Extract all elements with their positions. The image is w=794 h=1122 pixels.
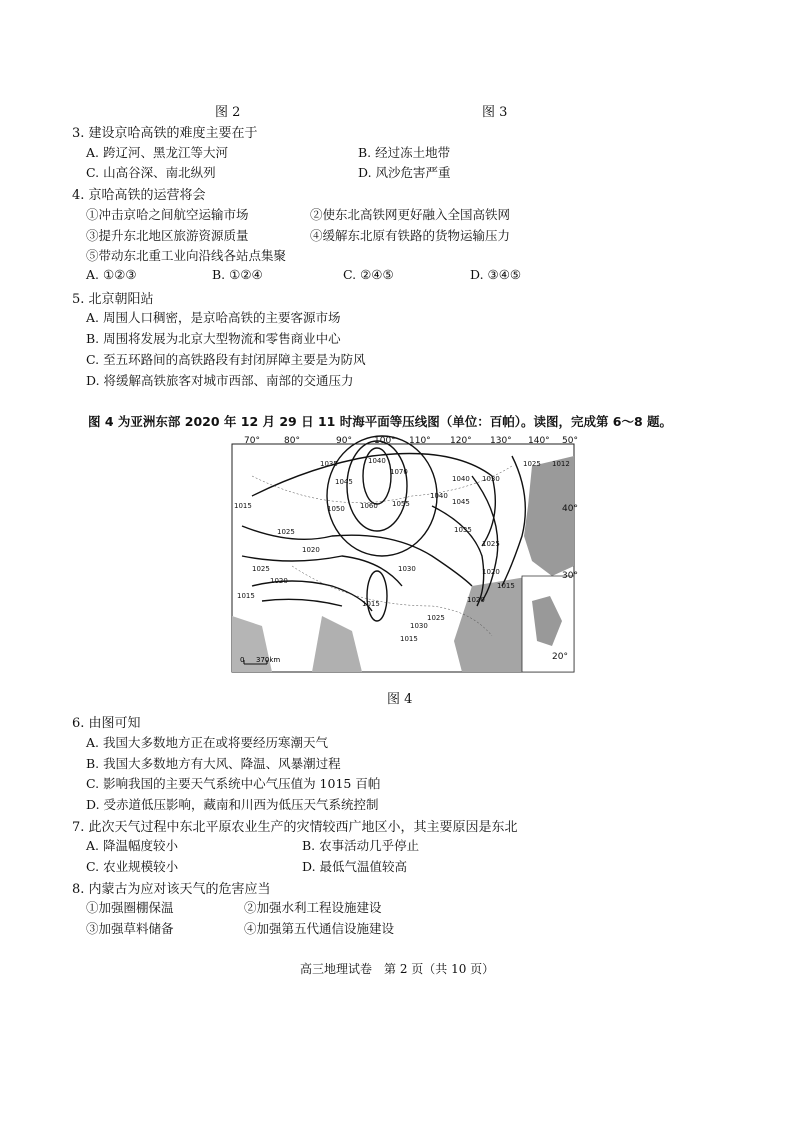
isobar-label: 1020 (482, 568, 500, 576)
figure-3-label: 图 3 (482, 105, 508, 120)
isobar-label: 1040 (452, 475, 470, 483)
q4-item-2: ②使东北高铁网更好融入全国高铁网 (310, 207, 511, 222)
q4-option-b: B. ①②④ (212, 267, 263, 282)
isobar-map (232, 436, 576, 674)
q3-option-d: D. 风沙危害严重 (358, 165, 451, 180)
isobar-label: 1015 (234, 502, 252, 510)
isobar-label: 1015 (497, 582, 515, 590)
isobar-label: 1025 (252, 565, 270, 573)
lat-label: 40° (562, 504, 578, 514)
q5-stem: 5. 北京朝阳站 (72, 292, 154, 307)
q5-option-d: D. 将缓解高铁旅客对城市西部、南部的交通压力 (86, 373, 354, 388)
q4-stem: 4. 京哈高铁的运营将会 (72, 188, 206, 203)
isobar-label: 1015 (400, 635, 418, 643)
isobar-label: 1025 (277, 528, 295, 536)
q7-option-a: A. 降温幅度较小 (86, 838, 178, 853)
lat-label: 20° (552, 652, 568, 662)
q4-item-5: ⑤带动东北重工业向沿线各站点集聚 (86, 248, 287, 263)
isobar-label: 1060 (360, 502, 378, 510)
isobar-label: 1025 (482, 540, 500, 548)
figure-2-label: 图 2 (215, 105, 241, 120)
isobar-label: 1025 (427, 614, 445, 622)
isobar-label: 1020 (467, 596, 485, 604)
lat-label: 30° (562, 571, 578, 581)
scale-label: 370km (256, 656, 281, 664)
q3-option-a: A. 跨辽河、黑龙江等大河 (86, 145, 228, 160)
q6-option-a: A. 我国大多数地方正在或将要经历寒潮天气 (86, 735, 328, 750)
q4-item-3: ③提升东北地区旅游资源质量 (86, 228, 249, 243)
lon-label: 100° (374, 436, 396, 446)
isobar-label: 1050 (327, 505, 345, 513)
scale-zero: 0 (240, 656, 245, 664)
figure-4-label: 图 4 (387, 692, 413, 707)
q7-option-b: B. 农事活动几乎停止 (302, 838, 420, 853)
isobar-label: 1020 (302, 546, 320, 554)
q8-item-1: ①加强圈棚保温 (86, 900, 174, 915)
q4-option-c: C. ②④⑤ (343, 267, 394, 282)
lon-labels (244, 436, 578, 446)
lon-label: 140° (528, 436, 550, 446)
q4-option-d: D. ③④⑤ (470, 267, 522, 282)
q8-stem: 8. 内蒙古为应对该天气的危害应当 (72, 882, 271, 897)
q7-option-c: C. 农业规模较小 (86, 859, 179, 874)
figure-4-intro: 图 4 为亚洲东部 2020 年 12 月 29 日 11 时海平面等压线图（单位：百帕）。读图，完成第 6～8 题。 (88, 414, 673, 429)
isobar-label: 1035 (454, 526, 472, 534)
q6-option-d: D. 受赤道低压影响，藏南和川西为低压天气系统控制 (86, 797, 379, 812)
lon-label: 70° (244, 436, 260, 446)
q4-option-a: A. ①②③ (86, 267, 137, 282)
isobar-label: 1045 (335, 478, 353, 486)
q5-option-b: B. 周围将发展为北京大型物流和零售商业中心 (86, 331, 341, 346)
q4-item-4: ④缓解东北原有铁路的货物运输压力 (310, 228, 511, 243)
isobar-label: 1015 (237, 592, 255, 600)
q6-option-c: C. 影响我国的主要天气系统中心气压值为 1015 百帕 (86, 776, 381, 791)
isobar-label: 1045 (452, 498, 470, 506)
q8-item-2: ②加强水利工程设施建设 (244, 900, 382, 915)
isobar-label: 1020 (270, 577, 288, 585)
isobar-label: 1035 (320, 460, 338, 468)
isobar-label: 1012 (552, 460, 570, 468)
lon-label: 90° (336, 436, 352, 446)
q3-option-c: C. 山高谷深、南北纵列 (86, 165, 216, 180)
q4-item-1: ①冲击京哈之间航空运输市场 (86, 207, 249, 222)
isobar-label: 1030 (410, 622, 428, 630)
isobar-label: 1040 (368, 457, 386, 465)
sea-area-east (524, 456, 574, 576)
page-footer: 高三地理试卷 第 2 页（共 10 页） (300, 962, 495, 976)
q8-item-4: ④加强第五代通信设施建设 (244, 921, 395, 936)
q3-stem: 3. 建设京哈高铁的难度主要在于 (72, 126, 258, 141)
isobar-label: 1030 (482, 475, 500, 483)
isobar-label: 1015 (362, 600, 380, 608)
q5-option-c: C. 至五环路间的高铁路段有封闭屏障主要是为防风 (86, 352, 366, 367)
lon-label: 130° (490, 436, 512, 446)
q7-stem: 7. 此次天气过程中东北平原农业生产的灾情较西广地区小，其主要原因是东北 (72, 820, 518, 835)
q6-stem: 6. 由图可知 (72, 716, 141, 731)
isobar-label: 1055 (392, 500, 410, 508)
q7-option-d: D. 最低气温值较高 (302, 859, 408, 874)
isobar-label: 1070 (390, 468, 408, 476)
lon-label: 120° (450, 436, 472, 446)
q6-option-b: B. 我国大多数地方有大风、降温、风暴潮过程 (86, 756, 341, 771)
q8-item-3: ③加强草料储备 (86, 921, 174, 936)
q3-option-b: B. 经过冻土地带 (358, 145, 451, 160)
isobar-label: 1030 (398, 565, 416, 573)
lon-label: 80° (284, 436, 300, 446)
isobar-label: 1025 (523, 460, 541, 468)
isobar-map-svg (232, 436, 576, 674)
lon-label: 50° (562, 436, 578, 446)
lon-label: 110° (409, 436, 431, 446)
isobar-label: 1040 (430, 492, 448, 500)
q5-option-a: A. 周围人口稠密，是京哈高铁的主要客源市场 (86, 310, 341, 325)
